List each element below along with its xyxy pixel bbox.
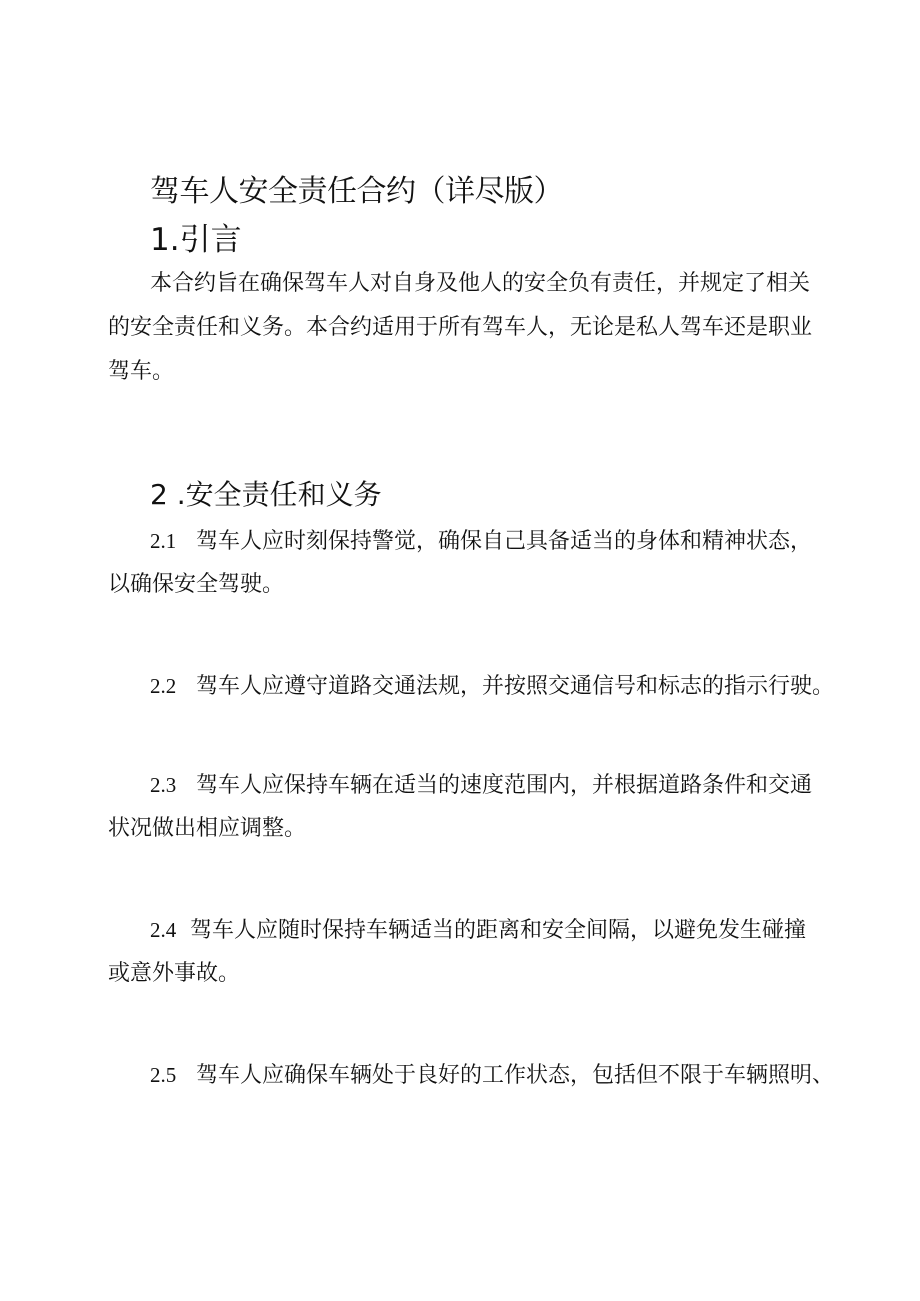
clause-text: 驾车人应时刻保持警觉，确保自己具备适当的身体和精神状态， (196, 529, 813, 554)
clause-number: 2.2 (150, 674, 177, 698)
clause-number: 2.5 (150, 1063, 177, 1087)
clause-2-4 (150, 908, 806, 953)
clause-number: 2.4 (150, 918, 177, 942)
clause-2-4-line-2: 或意外事故。 (108, 961, 241, 986)
clause-number: 2.3 (150, 773, 177, 797)
clause-2-1-line-2: 以确保安全驾驶。 (108, 572, 285, 597)
clause-2-1 (150, 519, 812, 564)
clause-2-2 (150, 664, 834, 709)
clause-text: 驾车人应保持车辆在适当的速度范围内，并根据道路条件和交通 (196, 773, 813, 798)
clause-text: 驾车人应随时保持车辆适当的距离和安全间隔，以避免发生碰撞 (190, 918, 807, 943)
clause-number: 2.1 (150, 529, 177, 553)
clause-text: 驾车人应确保车辆处于良好的工作状态，包括但不限于车辆照明、 (196, 1063, 835, 1088)
section-1-heading: 1.引言 (150, 222, 242, 258)
section-2-heading: 2 .安全责任和义务 (150, 478, 382, 511)
section-1-line-1: 本合约旨在确保驾车人对自身及他人的安全负有责任，并规定了相关 (150, 271, 811, 296)
clause-text: 驾车人应遵守道路交通法规，并按照交通信号和标志的指示行驶。 (196, 674, 835, 699)
clause-2-5 (150, 1053, 834, 1098)
clause-2-3 (150, 763, 812, 808)
clause-2-3-line-2: 状况做出相应调整。 (108, 816, 307, 841)
section-1-line-2: 的安全责任和义务。本合约适用于所有驾车人，无论是私人驾车还是职业 (108, 315, 813, 340)
document-title: 驾车人安全责任合约（详尽版） (150, 174, 563, 209)
section-1-line-3: 驾车。 (108, 359, 175, 384)
